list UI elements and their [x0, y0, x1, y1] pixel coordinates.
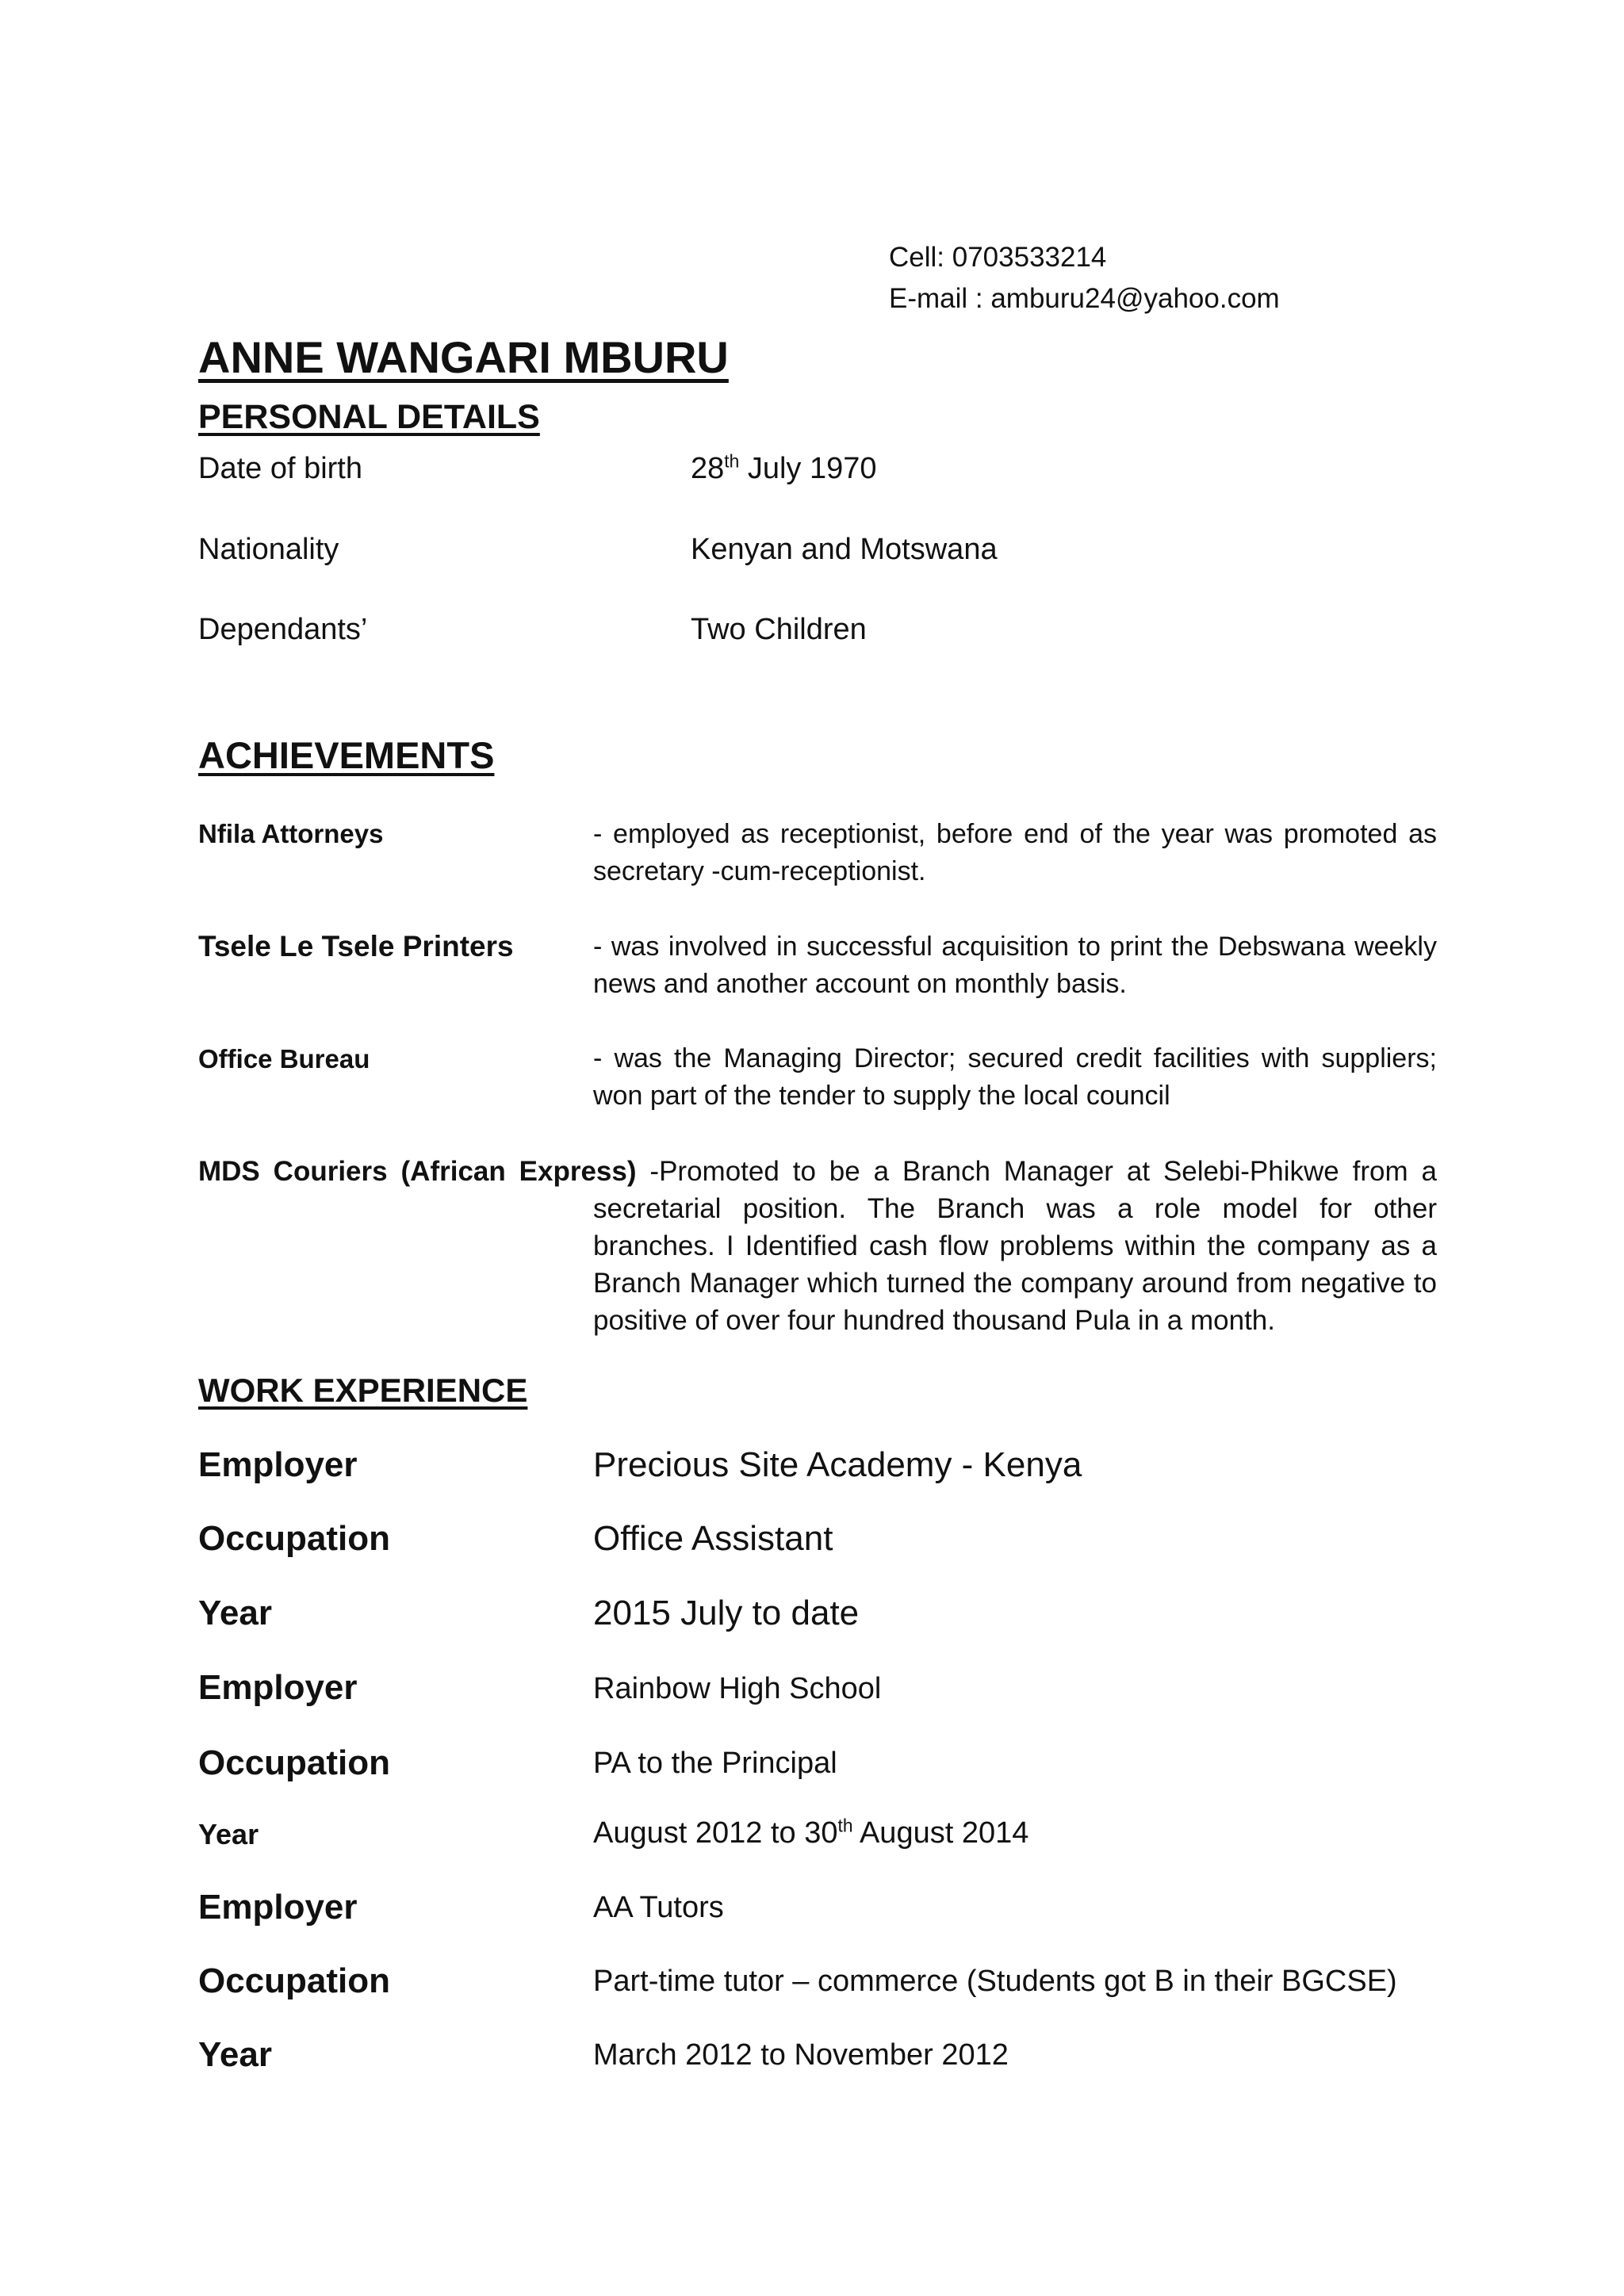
employer-value: Rainbow High School — [593, 1672, 882, 1705]
occupation-value: Office Assistant — [593, 1519, 833, 1558]
dob-value: 28th July 1970 — [691, 450, 877, 485]
dob-label: Date of birth — [198, 452, 362, 485]
occupation-value: Part-time tutor – commerce (Students got B in their BGCSE) — [593, 1965, 1397, 1998]
occupation-label: Occupation — [198, 1961, 391, 2000]
achievement-text: - was the Managing Director; secured credit facilities with suppliers; won part of the tender to supply the local council — [593, 1043, 1437, 1111]
achievement-label: Tsele Le Tsele Printers — [198, 930, 514, 962]
occupation-label: Occupation — [198, 1743, 391, 1782]
employer-value: Precious Site Academy - Kenya — [593, 1445, 1082, 1484]
year-label: Year — [198, 2035, 272, 2074]
contact-email: E-mail : amburu24@yahoo.com — [889, 283, 1280, 314]
year-label: Year — [198, 1594, 272, 1632]
employer-value: AA Tutors — [593, 1891, 724, 1924]
employer-label: Employer — [198, 1888, 358, 1927]
employer-label: Employer — [198, 1445, 358, 1484]
occupation-value: PA to the Principal — [593, 1747, 837, 1780]
personal-details-heading: PERSONAL DETAILS — [198, 398, 540, 436]
year-value: March 2012 to November 2012 — [593, 2038, 1009, 2072]
achievement-first-line — [198, 1153, 1437, 1190]
contact-cell: Cell: 0703533214 — [889, 242, 1107, 273]
achievement-text: - employed as receptionist, before end of the year was promoted as secretary -cum-receptionist. — [593, 819, 1437, 886]
year-value: 2015 July to date — [593, 1594, 860, 1632]
occupation-label: Occupation — [198, 1519, 391, 1558]
work-experience-heading: WORK EXPERIENCE — [198, 1372, 528, 1409]
achievement-label: Office Bureau — [198, 1044, 370, 1073]
year-label: Year — [198, 1818, 259, 1850]
nationality-label: Nationality — [198, 533, 339, 566]
nationality-value: Kenyan and Motswana — [691, 533, 998, 566]
achievement-text: - was involved in successful acquisition to print the Debswana weekly news and another account on monthly basis. — [593, 932, 1437, 999]
dependants-label: Dependants’ — [198, 613, 368, 646]
achievement-text: secretarial position. The Branch was a role model for other branches. I Identified cash flow problems within the company as a Branch Manager which turned the company around from negative to positive of over four hundred thousand Pula in a month. — [593, 1193, 1437, 1336]
candidate-name: ANNE WANGARI MBURU — [198, 332, 729, 382]
achievement-text: -Promoted to be a Branch Manager at Selebi-Phikwe from a — [649, 1156, 1437, 1187]
achievement-label: MDS Couriers (African Express) — [198, 1156, 637, 1187]
achievements-heading: ACHIEVEMENTS — [198, 734, 495, 776]
dependants-value: Two Children — [691, 613, 867, 646]
year-value: August 2012 to 30th August 2014 — [593, 1815, 1029, 1850]
employer-label: Employer — [198, 1668, 358, 1707]
achievement-label: Nfila Attorneys — [198, 819, 384, 848]
